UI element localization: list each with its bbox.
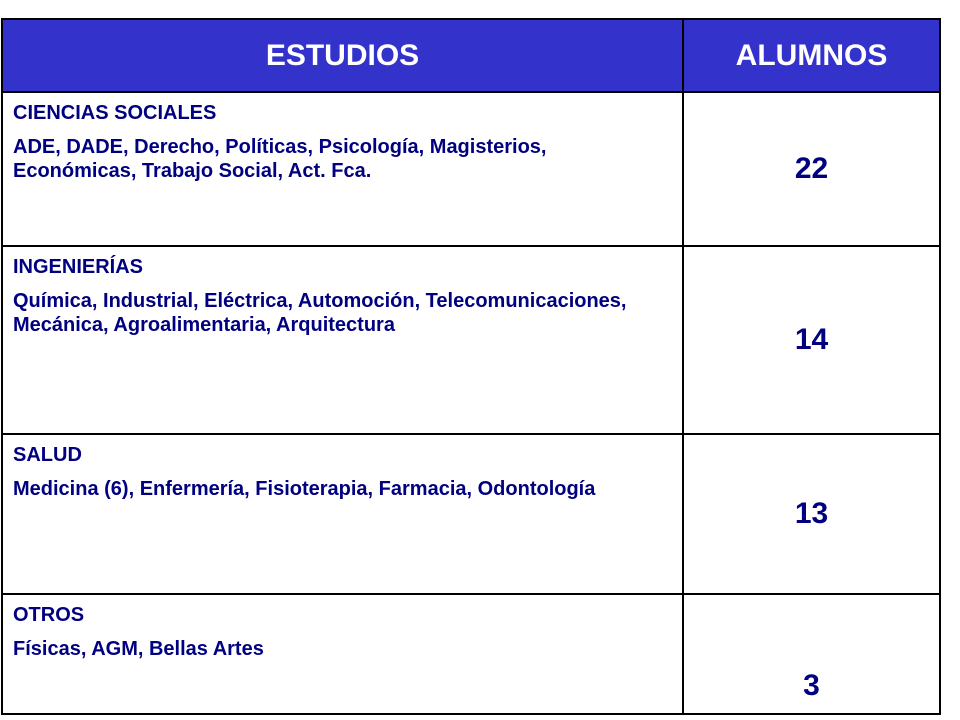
category-label: INGENIERÍAS	[13, 256, 144, 278]
header-studies: ESTUDIOS	[2, 19, 683, 92]
table-row	[2, 434, 940, 594]
programs-list: Físicas, AGM, Bellas Artes	[13, 638, 264, 660]
table-row	[2, 246, 940, 434]
programs-list: Química, Industrial, Eléctrica, Automoción, Telecomunicaciones, Mecánica, Agroalimentaria, Arquitectura	[13, 290, 627, 336]
studies-cell	[2, 434, 683, 594]
table-row	[2, 594, 940, 714]
programs-list: ADE, DADE, Derecho, Políticas, Psicología, Magisterios, Económicas, Trabajo Social, Act. Fca.	[13, 136, 547, 182]
category-label: CIENCIAS SOCIALES	[13, 102, 217, 124]
student-count: 3	[683, 594, 940, 714]
students-by-studies-table-container	[1, 18, 939, 702]
programs-list: Medicina (6), Enfermería, Fisioterapia, Farmacia, Odontología	[13, 478, 596, 500]
table-row	[2, 92, 940, 246]
studies-cell	[2, 92, 683, 246]
category-label: OTROS	[13, 604, 85, 626]
header-row	[2, 19, 940, 92]
students-by-studies-table	[1, 18, 941, 715]
studies-cell	[2, 246, 683, 434]
studies-cell	[2, 594, 683, 714]
header-students: ALUMNOS	[683, 19, 940, 92]
student-count: 22	[683, 92, 940, 246]
student-count: 13	[683, 434, 940, 594]
student-count: 14	[683, 246, 940, 434]
category-label: SALUD	[13, 444, 82, 466]
